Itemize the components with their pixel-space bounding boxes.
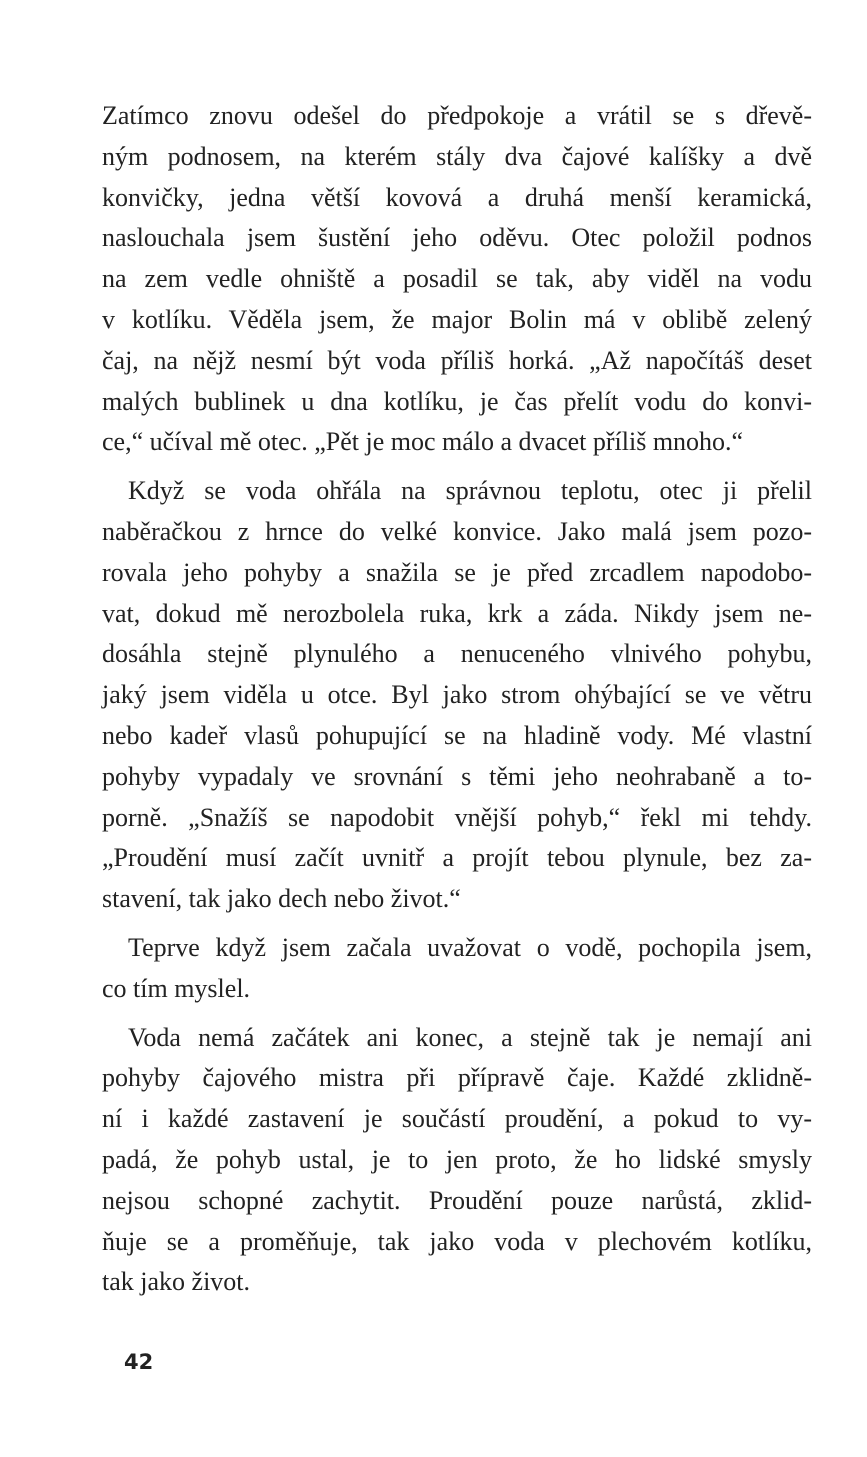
- text-line: ní i každé zastavení je součástí proudění, a pokud to vy-: [102, 1104, 812, 1134]
- text-line: v kotlíku. Věděla jsem, že major Bolin má v oblibě zelený: [102, 304, 812, 334]
- text-line: čaj, na nějž nesmí být voda příliš horká. „Až napočítáš deset: [102, 345, 812, 375]
- paragraph-1: [102, 96, 812, 463]
- text-line: naslouchala jsem šustění jeho oděvu. Otec položil podnos: [102, 223, 812, 253]
- paragraph-3: [102, 928, 812, 1010]
- text-line: Když se voda ohřála na správnou teplotu, otec ji přelil: [128, 476, 812, 506]
- text-line: ce,“ učíval mě otec. „Pět je moc málo a dvacet příliš mnoho.“: [102, 427, 744, 457]
- text-line: na zem vedle ohniště a posadil se tak, aby viděl na vodu: [102, 264, 812, 294]
- body-text: [102, 96, 812, 1303]
- paragraph-gap: [102, 920, 812, 928]
- text-line: konvičky, jedna větší kovová a druhá menší keramická,: [102, 182, 812, 212]
- paragraph-gap: [102, 1010, 812, 1018]
- text-line: nejsou schopné zachytit. Proudění pouze narůstá, zklid-: [102, 1185, 812, 1215]
- text-line: pohyby vypadaly ve srovnání s těmi jeho neohrabaně a to-: [102, 761, 812, 791]
- text-line: padá, že pohyb ustal, je to jen proto, že ho lidské smysly: [102, 1144, 812, 1174]
- text-line: Zatímco znovu odešel do předpokoje a vrátil se s dřevě-: [102, 101, 812, 130]
- text-line: rovala jeho pohyby a snažila se je před zrcadlem napodobo-: [102, 557, 812, 587]
- text-line: dosáhla stejně plynulého a nenuceného vlnivého pohybu,: [102, 639, 812, 669]
- text-line: stavení, tak jako dech nebo život.“: [102, 884, 461, 914]
- page-number: 42: [124, 1350, 154, 1374]
- text-line: ňuje se a proměňuje, tak jako voda v plechovém kotlíku,: [102, 1226, 812, 1256]
- paragraph-gap: [102, 463, 812, 471]
- text-line: porně. „Snažíš se napodobit vnější pohyb,“ řekl mi tehdy.: [102, 802, 812, 832]
- text-line: nebo kadeř vlasů pohupující se na hladině vody. Mé vlastní: [102, 720, 812, 750]
- text-line: malých bublinek u dna kotlíku, je čas přelít vodu do konvi-: [102, 386, 812, 416]
- text-line: Teprve když jsem začala uvažovat o vodě, pochopila jsem,: [128, 932, 812, 962]
- paragraph-2: [102, 471, 812, 920]
- text-line: naběračkou z hrnce do velké konvice. Jako malá jsem pozo-: [102, 516, 812, 546]
- paragraph-4: [102, 1018, 812, 1304]
- text-line: pohyby čajového mistra při přípravě čaje. Každé zklidně-: [102, 1063, 812, 1093]
- text-line: co tím myslel.: [102, 973, 251, 1003]
- text-line: ným podnosem, na kterém stály dva čajové kalíšky a dvě: [102, 141, 812, 171]
- text-line: Voda nemá začátek ani konec, a stejně tak je nemají ani: [128, 1022, 812, 1052]
- text-line: tak jako život.: [102, 1267, 251, 1297]
- text-line: vat, dokud mě nerozbolela ruka, krk a záda. Nikdy jsem ne-: [102, 598, 812, 628]
- text-line: „Proudění musí začít uvnitř a projít tebou plynule, bez za-: [102, 843, 812, 873]
- text-line: jaký jsem viděla u otce. Byl jako strom ohýbající se ve větru: [102, 680, 812, 710]
